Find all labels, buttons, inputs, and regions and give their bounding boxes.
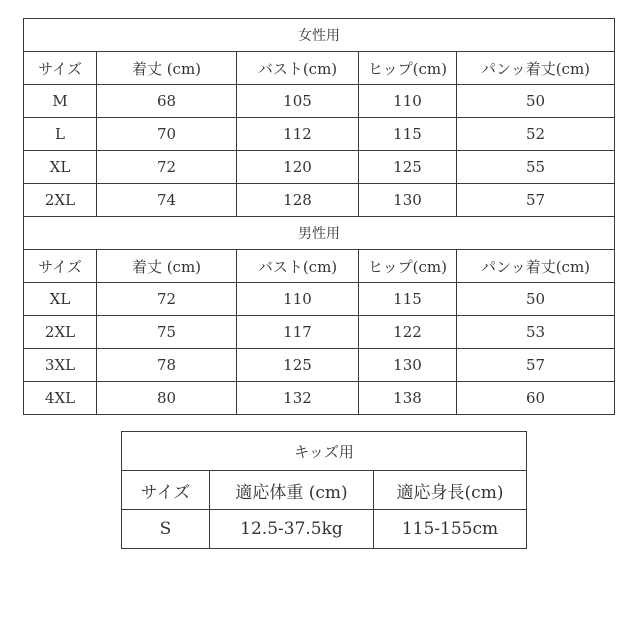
column-header: 適応身長(cm)	[374, 471, 527, 510]
column-header: ヒップ(cm)	[359, 52, 457, 85]
table-cell: 120	[237, 151, 359, 184]
men-section-title: 男性用	[24, 217, 615, 250]
column-header: 着丈 (cm)	[97, 52, 237, 85]
column-header: サイズ	[24, 250, 97, 283]
kids-size-chart	[121, 431, 527, 549]
table-cell: 115-155cm	[374, 510, 527, 549]
column-header: 適応体重 (cm)	[210, 471, 374, 510]
men-title-row	[24, 217, 615, 250]
adult-size-chart	[23, 18, 615, 415]
column-header: パンッ着丈(cm)	[457, 52, 615, 85]
table-cell: XL	[24, 151, 97, 184]
column-header: サイズ	[122, 471, 210, 510]
table-cell: 110	[359, 85, 457, 118]
kids-title-row	[122, 432, 527, 471]
table-cell: 78	[97, 349, 237, 382]
table-cell: 2XL	[24, 184, 97, 217]
table-cell: 57	[457, 184, 615, 217]
column-header: パンッ着丈(cm)	[457, 250, 615, 283]
table-cell: 4XL	[24, 382, 97, 415]
table-cell: 132	[237, 382, 359, 415]
table-cell: 115	[359, 118, 457, 151]
table-row	[24, 382, 615, 415]
table-cell: 3XL	[24, 349, 97, 382]
table-cell: 53	[457, 316, 615, 349]
table-row	[24, 316, 615, 349]
table-cell: 122	[359, 316, 457, 349]
table-row	[24, 118, 615, 151]
table-row	[24, 349, 615, 382]
table-cell: 125	[237, 349, 359, 382]
table-cell: 70	[97, 118, 237, 151]
table-row	[24, 151, 615, 184]
table-cell: 112	[237, 118, 359, 151]
table-cell: 72	[97, 151, 237, 184]
table-cell: 128	[237, 184, 359, 217]
column-header: バスト(cm)	[237, 52, 359, 85]
column-header: ヒップ(cm)	[359, 250, 457, 283]
kids-section-title: キッズ用	[122, 432, 527, 471]
table-cell: 110	[237, 283, 359, 316]
table-cell: 117	[237, 316, 359, 349]
table-cell: 72	[97, 283, 237, 316]
table-row	[24, 85, 615, 118]
table-cell: 125	[359, 151, 457, 184]
table-row	[24, 283, 615, 316]
table-cell: 115	[359, 283, 457, 316]
table-cell: 130	[359, 184, 457, 217]
column-header: バスト(cm)	[237, 250, 359, 283]
table-cell: 57	[457, 349, 615, 382]
women-header-row	[24, 52, 615, 85]
table-cell: 74	[97, 184, 237, 217]
table-cell: 50	[457, 283, 615, 316]
table-cell: 2XL	[24, 316, 97, 349]
column-header: サイズ	[24, 52, 97, 85]
women-section-title: 女性用	[24, 19, 615, 52]
table-cell: 68	[97, 85, 237, 118]
table-cell: M	[24, 85, 97, 118]
table-cell: 50	[457, 85, 615, 118]
table-cell: 80	[97, 382, 237, 415]
table-cell: 55	[457, 151, 615, 184]
table-cell: L	[24, 118, 97, 151]
table-cell: 138	[359, 382, 457, 415]
kids-header-row	[122, 471, 527, 510]
table-cell: 130	[359, 349, 457, 382]
men-header-row	[24, 250, 615, 283]
table-cell: 75	[97, 316, 237, 349]
table-cell: 60	[457, 382, 615, 415]
table-cell: 52	[457, 118, 615, 151]
table-cell: 12.5-37.5kg	[210, 510, 374, 549]
table-cell: 105	[237, 85, 359, 118]
table-cell: XL	[24, 283, 97, 316]
women-title-row	[24, 19, 615, 52]
table-cell: S	[122, 510, 210, 549]
table-row	[24, 184, 615, 217]
column-header: 着丈 (cm)	[97, 250, 237, 283]
table-row	[122, 510, 527, 549]
